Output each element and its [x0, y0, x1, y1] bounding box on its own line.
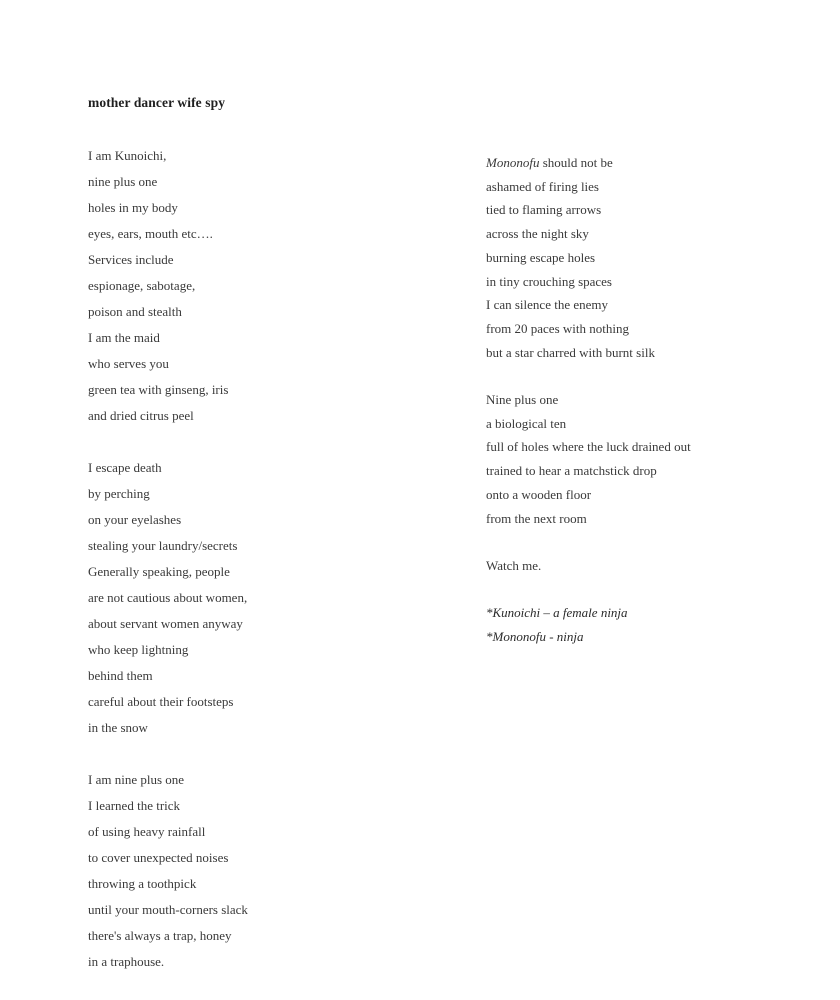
poem-line: I can silence the enemy	[486, 297, 608, 313]
poem-line: stealing your laundry/secrets	[88, 538, 238, 553]
poem-line: from 20 paces with nothing	[486, 320, 629, 336]
left-column	[88, 143, 418, 975]
poem-line: who keep lightning	[88, 642, 189, 657]
poem-line: about servant women anyway	[88, 616, 243, 631]
stanza-4	[486, 151, 816, 364]
poem-line: are not cautious about women,	[88, 590, 248, 605]
footnote: *Mononofu - ninja	[486, 629, 584, 645]
stanza-gap	[486, 578, 816, 602]
poem-line: Services include	[88, 252, 174, 267]
poem-line: throwing a toothpick	[88, 876, 197, 891]
poem-line: a biological ten	[486, 415, 567, 431]
poem-line: nine plus one	[88, 174, 158, 189]
poem-line: of using heavy rainfall	[88, 824, 206, 839]
poem-line: burning escape holes	[486, 249, 596, 265]
poem-line: in a traphouse.	[88, 954, 165, 969]
poem-line: I learned the trick	[88, 798, 181, 813]
poem-line: onto a wooden floor	[486, 486, 592, 502]
right-column	[486, 151, 816, 649]
poem-line	[486, 151, 816, 175]
stanza-2	[88, 455, 418, 741]
poem-line: I am Kunoichi,	[88, 148, 167, 163]
poem-line: in the snow	[88, 720, 148, 735]
poem-line: and dried citrus peel	[88, 408, 194, 423]
poem-line: who serves you	[88, 356, 169, 371]
stanza-1	[88, 143, 418, 429]
poem-title: mother dancer wife spy	[88, 95, 226, 110]
poem-line: eyes, ears, mouth etc….	[88, 226, 213, 241]
stanza-5	[486, 388, 816, 530]
poem-line: Generally speaking, people	[88, 564, 230, 579]
poem-line: full of holes where the luck drained out	[486, 439, 691, 455]
line-rest: should not be	[539, 155, 613, 170]
stanza-gap	[486, 530, 816, 554]
poem-line: by perching	[88, 486, 150, 501]
poem-line: to cover unexpected noises	[88, 850, 229, 865]
poem-line: poison and stealth	[88, 304, 182, 319]
poem-line: ashamed of firing lies	[486, 178, 599, 194]
poem-line: there's always a trap, honey	[88, 928, 232, 943]
poem-line: I am nine plus one	[88, 772, 185, 787]
poem-line: until your mouth-corners slack	[88, 902, 248, 917]
stanza-gap	[88, 741, 418, 767]
poem-line: careful about their footsteps	[88, 694, 234, 709]
footnote: *Kunoichi – a female ninja	[486, 605, 628, 621]
stanza-gap	[88, 429, 418, 455]
poem-line: trained to hear a matchstick drop	[486, 463, 657, 479]
poem-line: holes in my body	[88, 200, 178, 215]
poem-line: Watch me.	[486, 557, 542, 573]
poem-line: behind them	[88, 668, 153, 683]
stanza-3	[88, 767, 418, 975]
poem-line: I escape death	[88, 460, 162, 475]
poem-line: from the next room	[486, 510, 587, 526]
poem-line: Nine plus one	[486, 392, 559, 408]
poem-line: I am the maid	[88, 330, 160, 345]
poem-line: espionage, sabotage,	[88, 278, 196, 293]
stanza-6	[486, 554, 816, 578]
poem-line: green tea with ginseng, iris	[88, 382, 229, 397]
stanza-gap	[486, 364, 816, 388]
poem-line: on your eyelashes	[88, 512, 182, 527]
footnotes	[486, 601, 816, 648]
poem-line: but a star charred with burnt silk	[486, 344, 655, 360]
poem-line: in tiny crouching spaces	[486, 273, 612, 289]
italic-term: Mononofu	[486, 155, 540, 170]
poem-line: tied to flaming arrows	[486, 202, 602, 218]
poem-line: across the night sky	[486, 226, 589, 242]
